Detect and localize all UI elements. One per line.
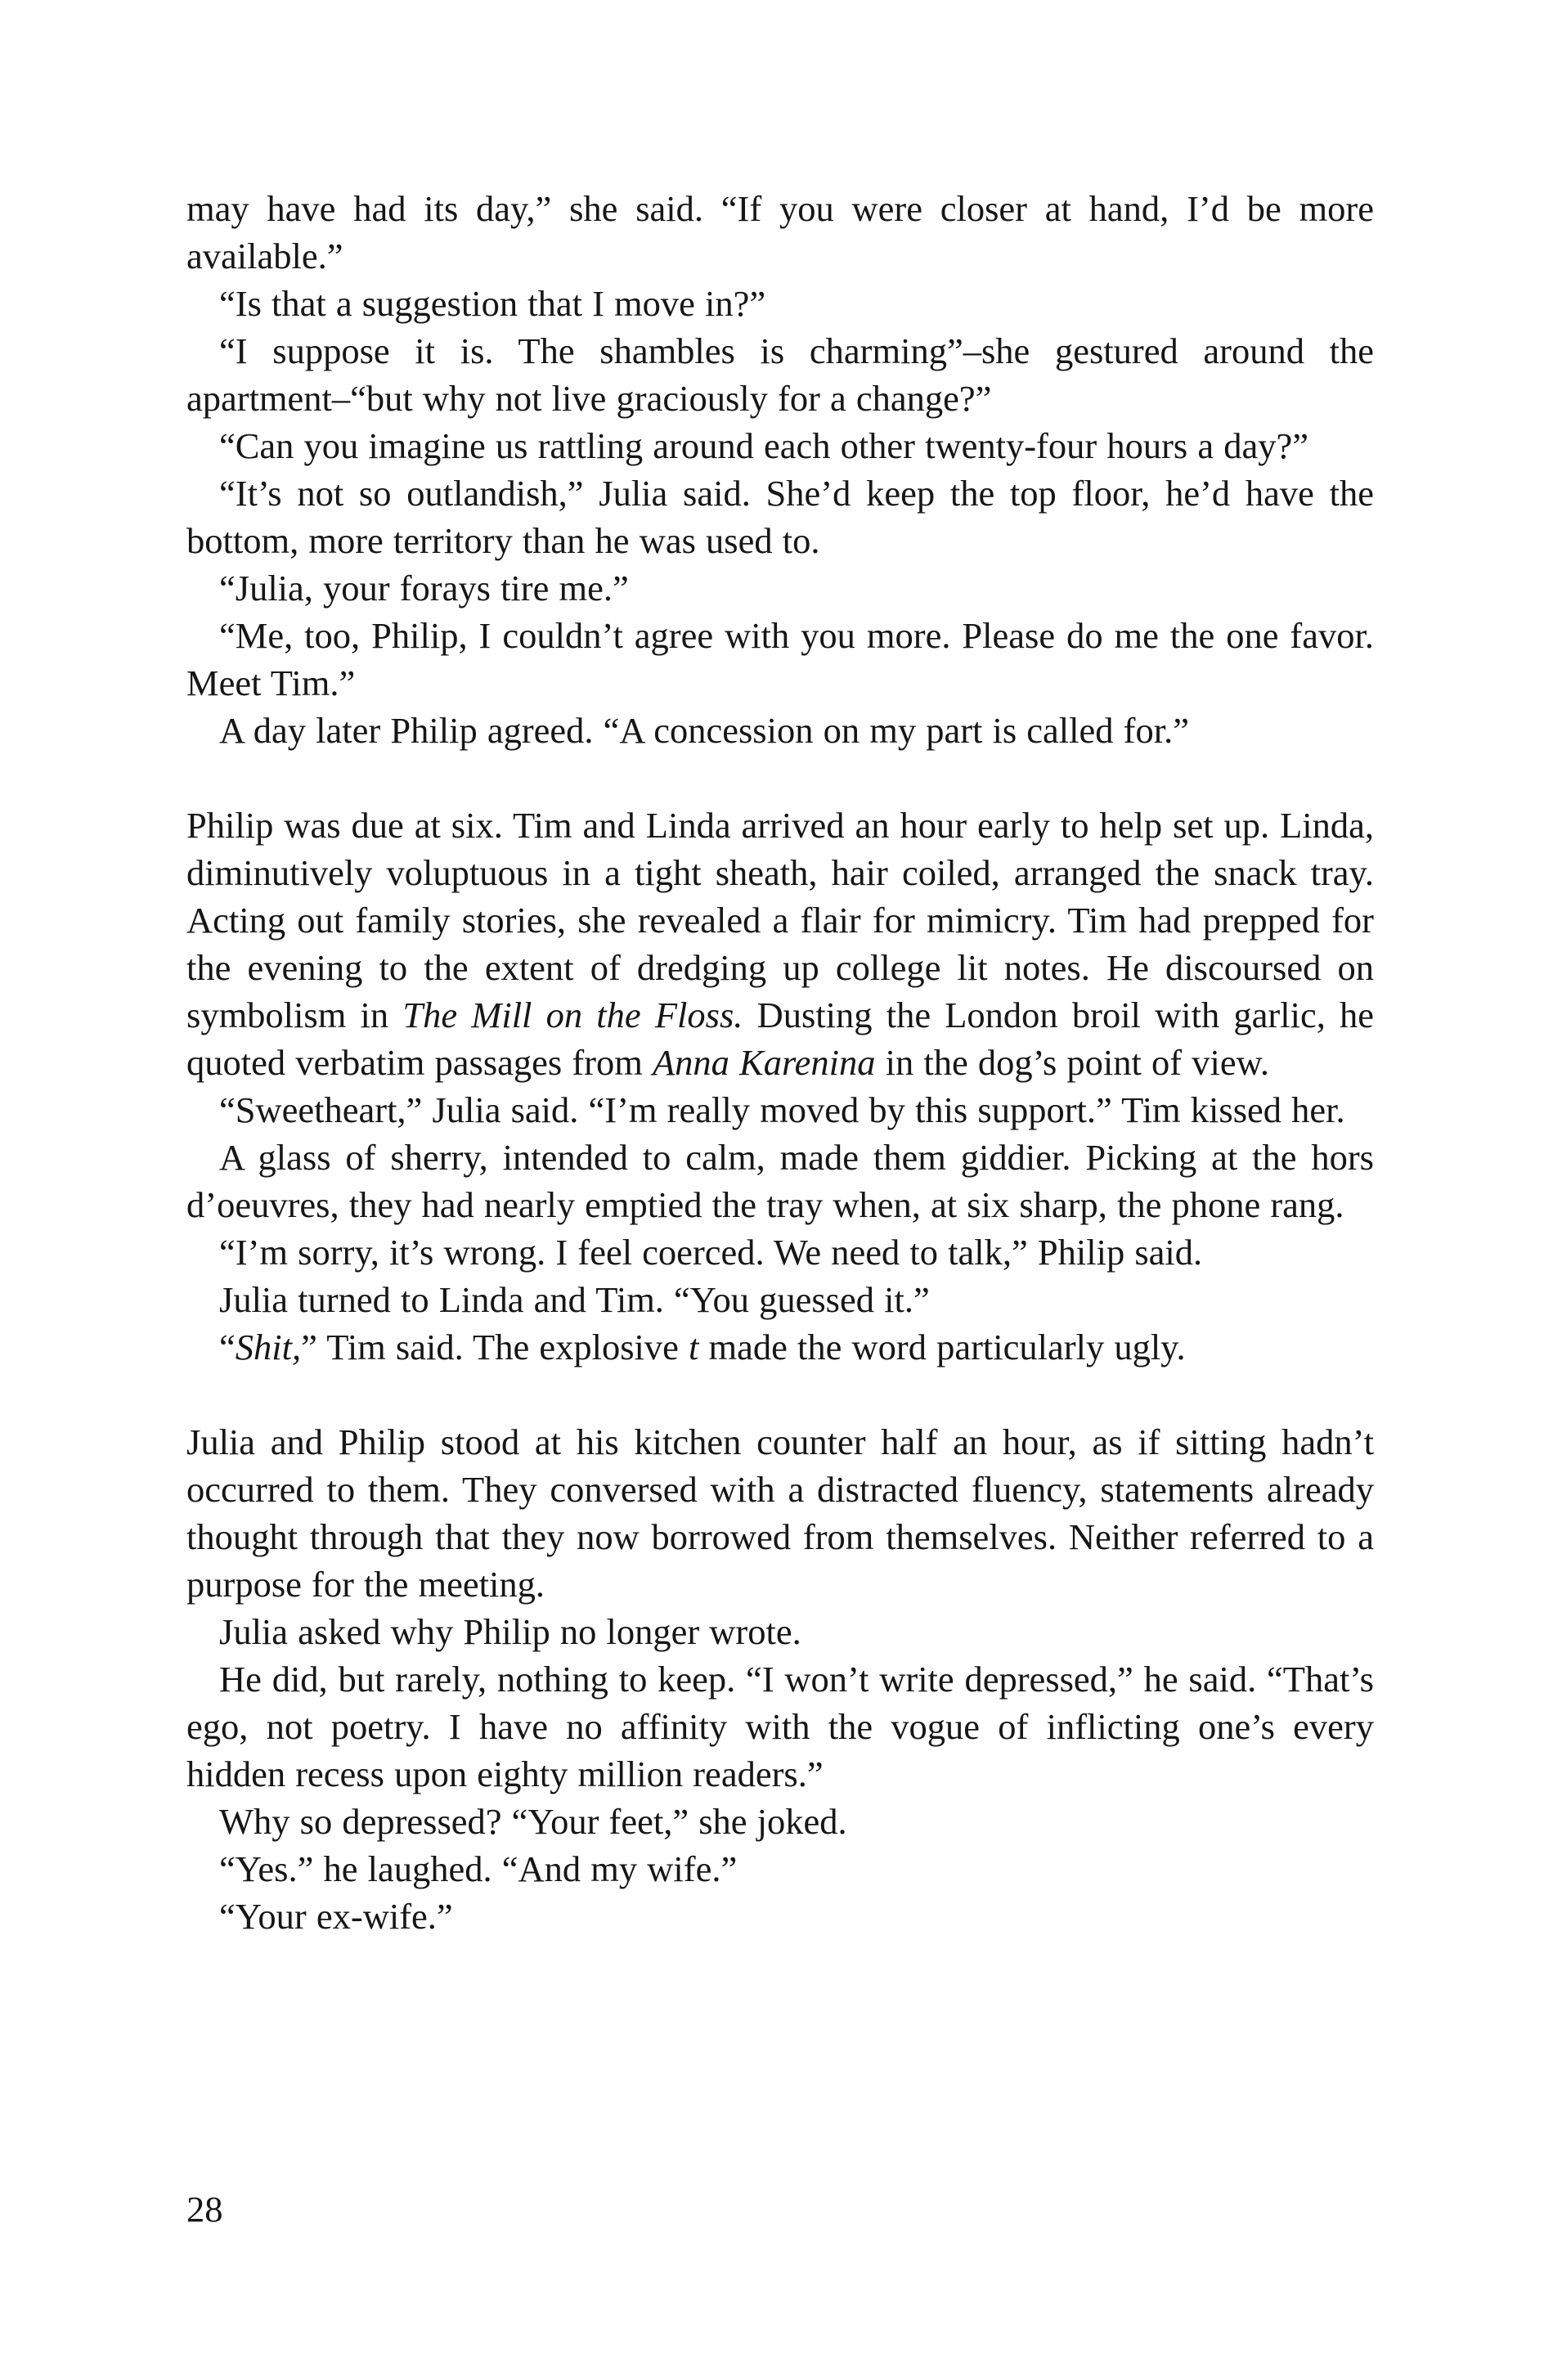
book-page-body (186, 185, 1374, 1940)
paragraph (186, 1845, 1374, 1893)
text-run: He did, but rarely, nothing to keep. “I won’t write depressed,” he said. “That’s ego, not poetry. I have no affinity with the vogue of inflicting one’s every hidden recess upon eighty million readers.” (186, 1659, 1374, 1794)
paragraph (186, 1086, 1374, 1134)
page-number: 28 (186, 2189, 223, 2230)
paragraph (186, 1323, 1374, 1371)
text-run: “Can you imagine us rattling around each other twenty-four hours a day?” (219, 425, 1308, 466)
text-run: Why so depressed? “Your feet,” she joked. (219, 1801, 847, 1842)
paragraph (186, 1798, 1374, 1845)
paragraph (186, 469, 1374, 564)
text-run: A glass of sherry, intended to calm, made them giddier. Picking at the hors d’oeuvres, they had nearly emptied the tray when, at six sharp, the phone rang. (186, 1137, 1374, 1225)
paragraph (186, 564, 1374, 612)
paragraph (186, 1134, 1374, 1228)
text-run: “I’m sorry, it’s wrong. I feel coerced. We need to talk,” Philip said. (219, 1232, 1203, 1273)
text-run: “Me, too, Philip, I couldn’t agree with you more. Please do me the one favor. Meet Tim.” (186, 615, 1374, 703)
paragraph (186, 612, 1374, 707)
italic-text: Anna Karenina (652, 1042, 876, 1083)
paragraph (186, 280, 1374, 327)
text-run: “I suppose it is. The shambles is charming”–she gestured around the apartment–“but why not live graciously for a change?” (186, 330, 1374, 419)
paragraph (186, 1655, 1374, 1798)
paragraph (186, 1608, 1374, 1655)
text-run: A day later Philip agreed. “A concession on my part is called for.” (219, 710, 1189, 751)
paragraph (186, 1228, 1374, 1276)
paragraph (186, 1418, 1374, 1608)
text-run: “Your ex-wife.” (219, 1896, 453, 1937)
paragraph (186, 185, 1374, 280)
paragraph (186, 1276, 1374, 1323)
paragraph (186, 707, 1374, 754)
paragraph (186, 1893, 1374, 1940)
text-run: Dusting the London broil with garlic, he quoted verbatim passages from (186, 995, 1375, 1083)
text-run: “Julia, your forays tire me.” (219, 568, 629, 608)
text-run: “Sweetheart,” Julia said. “I’m really moved by this support.” Tim kissed her. (219, 1089, 1345, 1130)
text-run: “ (219, 1327, 236, 1367)
text-run: “Is that a suggestion that I move in?” (219, 283, 766, 324)
text-run: “It’s not so outlandish,” Julia said. She’d keep the top floor, he’d have the bottom, more territory than he was used to. (186, 473, 1374, 561)
text-run: may have had its day,” she said. “If you were closer at hand, I’d be more available.” (186, 188, 1374, 276)
text-run: Julia and Philip stood at his kitchen counter half an hour, as if sitting hadn’t occurred to them. They conversed with a distracted fluency, statements already thought through that they now borrowed from themselves. Neither referred to a purpose for the meeting. (186, 1421, 1374, 1605)
paragraph (186, 327, 1374, 422)
paragraph (186, 422, 1374, 469)
italic-text: t (689, 1327, 699, 1367)
text-run: Philip was due at six. Tim and Linda arrived an hour early to help set up. Linda, diminutively voluptuous in a tight sheath, hair coiled, arranged the snack tray. Acting out family stories, she revealed a flair for mimicry. Tim had prepped for the evening to the extent of dredging up college lit notes. He discoursed on symbolism in (186, 805, 1374, 1035)
text-run: in the dog’s point of view. (875, 1042, 1269, 1083)
text-run: made the word particularly ugly. (698, 1327, 1186, 1367)
text-run: “Yes.” he laughed. “And my wife.” (219, 1848, 738, 1889)
paragraph (186, 802, 1374, 1086)
text-run: ” Tim said. The explosive (301, 1327, 689, 1367)
text-run: Julia asked why Philip no longer wrote. (219, 1611, 801, 1652)
text-run: Julia turned to Linda and Tim. “You guessed it.” (219, 1279, 930, 1320)
italic-text: Shit, (235, 1327, 302, 1367)
italic-text: The Mill on the Floss. (402, 995, 743, 1035)
